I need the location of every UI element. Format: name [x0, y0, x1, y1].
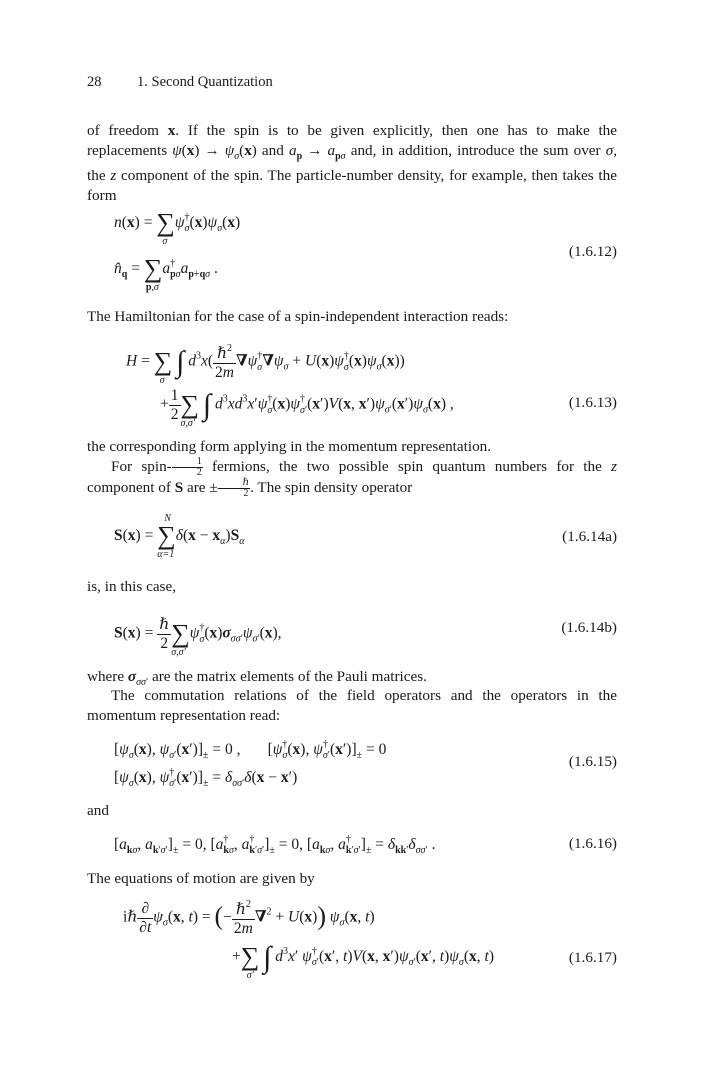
page-number: 28	[87, 74, 102, 90]
equation-1-6-14a: S(x) = N ∑ α=1 $\delta(x - x_\alpha)S_\alpha$	[114, 513, 245, 560]
equation-1-6-12-line2: $n̂_q$ = ∑ p,σ $a^\dagger_{p\sigma}a_{p+q\sigma}$ .	[114, 254, 218, 293]
equation-number-1-6-12: (1.6.12)	[568, 243, 617, 260]
equation-number-1-6-13: (1.6.13)	[568, 394, 617, 411]
equation-1-6-17-line2: +∑ σ′ ∫ $d^3x'$ $\psi^\dagger_{\sigma'}(x'$, t)V(x, $x')\psi_{\sigma'}(x'$, $t)\psi_\sigma(x$, t)	[232, 941, 494, 981]
equation-1-6-17-line1: iℏ $\frac{\partial}{\partial t}$ $\psi_\sigma(x$, t) = (− $\frac{\hbar^2}{2m}$ ∇$^2$ + U(x)) $\psi_\sigma(x$, t)	[123, 899, 375, 937]
paragraph-5: is, in this case,	[87, 578, 177, 595]
equation-number-1-6-15: (1.6.15)	[568, 753, 617, 770]
equation-1-6-15-line2: [$\psi_\sigma(x)$, $\psi^\dagger_{\sigma'}(x')]_\pm = \delta_{\sigma\sigma'}\delta(x - x')$	[114, 767, 298, 789]
paragraph-2: The Hamiltonian for the case of a spin-independent interaction reads:	[87, 308, 509, 325]
paragraph-4-text: For spin- $\frac{1}{2}$ fermions, the two possible spin quantum numbers for the z component of S are ± ℏ 2 . The spin density operator	[87, 456, 617, 500]
paragraph-8: and	[87, 802, 109, 819]
paragraph-4	[87, 457, 617, 499]
equation-1-6-16: [$a_{k\sigma}$, $a_{k'\sigma'}]_\pm = 0$, [$a^\dagger_{k\sigma}$, $a^\dagger_{k'\sigma'}]_\pm = 0$, [$a_{k\sigma}$, $a^\dagger_{k'\sigma'}]_\pm = \delta_{kk'}\delta_{\sigma\sigma'}$ .	[114, 834, 436, 856]
equation-1-6-13-line1: H = ∑ σ ∫ $d^3x$( $\frac{\hbar^2}{2m}$ $\nabla\psi^\dagger_\sigma\nabla\psi_\sigma + U(x)\psi^\dagger_\sigma(x)\psi_\sigma(x)$)	[126, 343, 405, 386]
paragraph-7: The commutation relations of the field operators and the operators in the momentum representation read:	[87, 687, 617, 724]
equation-number-1-6-14b: (1.6.14b)	[561, 619, 617, 636]
equation-1-6-13-line2: + $\frac{1}{2}$ ∑ σ,σ′ ∫ $d^3xd^3x'\psi^\dagger_\sigma(x)\psi^\dagger_{\sigma'}(x')V(x$, $x')\psi_{\sigma'}(x')\psi_\sigma(x)$ ,	[160, 387, 454, 429]
equation-1-6-12-line1: n(x) = ∑ σ $\psi^\dagger_\sigma(x)\psi_\sigma(x)$	[114, 208, 241, 247]
equation-number-1-6-14a: (1.6.14a)	[562, 528, 617, 545]
paragraph-9: The equations of motion are given by	[87, 870, 315, 887]
equation-number-1-6-16: (1.6.16)	[568, 835, 617, 852]
equation-1-6-14b: S(x) = $\frac{\text{ℏ}}{2}$ ∑ σ,σ′ $\psi^\dagger_\sigma(x)\sigma_{\sigma\sigma'}\psi_{\sigma'}(x)$,	[114, 616, 282, 658]
equation-number-1-6-17: (1.6.17)	[568, 949, 617, 966]
paragraph-1	[87, 121, 617, 205]
chapter-title: 1. Second Quantization	[137, 74, 273, 90]
paragraph-1-text: of freedom x. If the spin is to be given explicitly, then one has to make the replacements $\psi(x) \to \psi_\sigma(x)$ and $a_p \to a_{p\sigma}$ and, in addition, introduce the sum over σ, the z component of the spin. The particle-number density, for example, then takes the form	[87, 122, 617, 204]
running-header	[87, 74, 273, 91]
equation-1-6-15-line1: [$\psi_\sigma(x)$, $\psi_{\sigma'}(x')]_\pm = 0$ , [$\psi^\dagger_\sigma(x)$, $\psi^\dagger_{\sigma'}(x')]_\pm = 0$	[114, 739, 387, 761]
paragraph-6-text: where $\sigma_{\sigma\sigma'}$ are the matrix elements of the Pauli matrices.	[87, 668, 427, 688]
paragraph-3: the corresponding form applying in the momentum representation.	[87, 438, 492, 455]
